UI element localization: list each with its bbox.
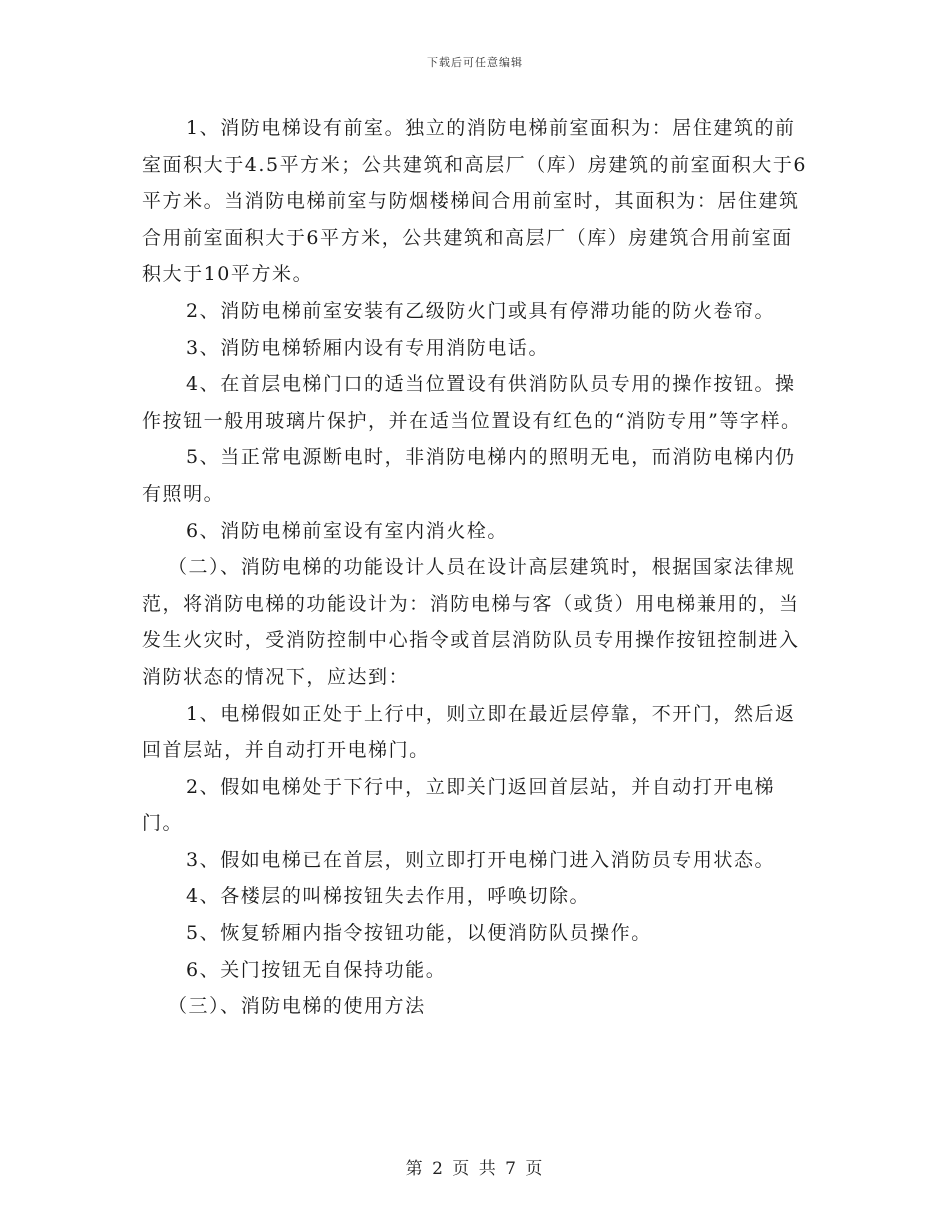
paragraph-function-4: 4、各楼层的叫梯按钮失去作用，呼唤切除。 (186, 885, 591, 908)
paragraph-item-4-button: 4、在首层电梯门口的适当位置设有供消防队员专用的操作按钮。操作按钮一般用玻璃片保护，并在适当位置设有红色的“消防专用”等字样。 (142, 373, 802, 432)
paragraph-function-3: 3、假如电梯已在首层，则立即打开电梯门进入消防员专用状态。 (186, 848, 776, 871)
section-heading-usage: （三）、消防电梯的使用方法 (168, 995, 426, 1018)
paragraph-item-1-front-room: 1、消防电梯设有前室。独立的消防电梯前室面积为：居住建筑的前室面积大于4.5平方米；公共建筑和高层厂（库）房建筑的前室面积大于6平方米。当消防电梯前室与防烟楼梯间合用前室时，其面积为：居住建筑合用前室面积大于6平方米，公共建筑和高层厂（库）房建筑合用前室面积大于10平方米。 (142, 117, 808, 286)
page-number-footer: 第 2 页 共 7 页 (405, 1159, 545, 1179)
paragraph-function-5: 5、恢复轿厢内指令按钮功能，以便消防队员操作。 (186, 922, 652, 945)
paragraph-function-2: 2、假如电梯处于下行中，立即关门返回首层站，并自动打开电梯门。 (142, 775, 776, 835)
page-header: 下载后可任意编辑 (427, 56, 523, 69)
paragraph-item-3-phone: 3、消防电梯轿厢内设有专用消防电话。 (186, 336, 549, 359)
paragraph-item-5-lighting: 5、当正常电源断电时，非消防电梯内的照明无电，而消防电梯内仍有照明。 (142, 446, 796, 505)
document-body (142, 110, 812, 1025)
section-heading-function-design: （二）、消防电梯的功能设计人员在设计高层建筑时，根据国家法律规范，将消防电梯的功能设计为：消防电梯与客（或货）用电梯兼用的，当发生火灾时，受消防控制中心指令或首层消防队员专用操作按钮控制进入消防状态的情况下，应达到： (142, 556, 800, 688)
paragraph-function-6: 6、关门按钮无自保持功能。 (186, 958, 447, 981)
paragraph-item-6-hydrant: 6、消防电梯前室设有室内消火栓。 (186, 519, 508, 542)
paragraph-function-1: 1、电梯假如正处于上行中，则立即在最近层停靠，不开门，然后返回首层站，并自动打开电梯门。 (142, 702, 796, 762)
paragraph-item-2-fire-door: 2、消防电梯前室安装有乙级防火门或具有停滞功能的防火卷帘。 (186, 299, 776, 322)
